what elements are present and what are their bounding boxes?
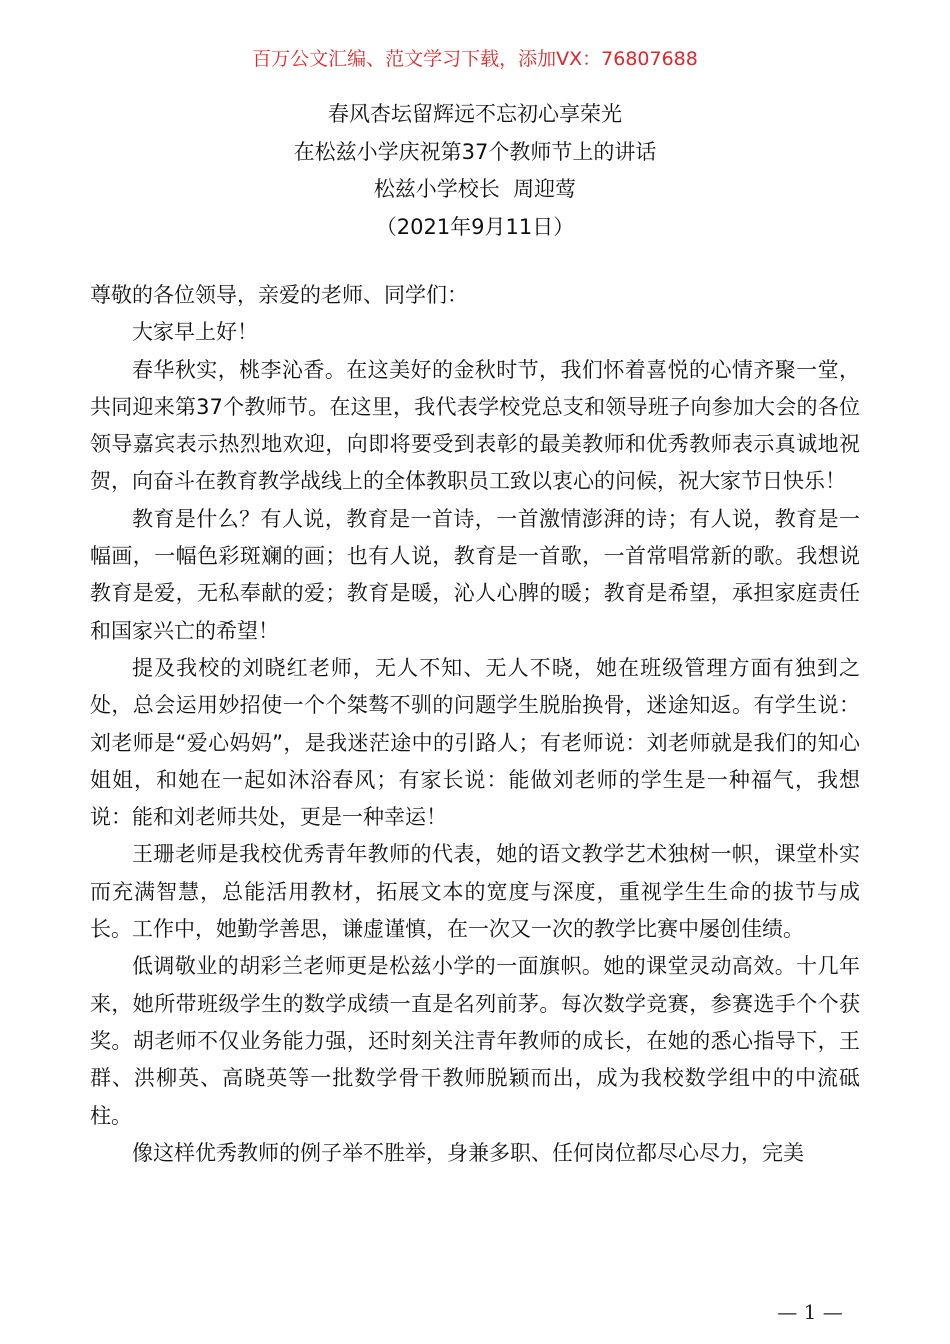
document-title-block [0, 96, 950, 246]
speech-title: 春风杏坛留辉远不忘初心享荣光 [328, 102, 622, 126]
paragraph-welcome: 春华秋实，桃李沁香。在这美好的金秋时节，我们怀着喜悦的心情齐聚一堂，共同迎来第37个教师节。在这里，我代表学校党总支和领导班子向参加大会的各位领导嘉宾表示热烈地欢迎，向即将要受到表彰的最美教师和优秀教师表示真诚地祝贺，向奋斗在教育教学战线上的全体教职员工致以衷心的问候，祝大家节日快乐！ [90, 357, 860, 494]
page-number: — 1 — [777, 1300, 843, 1324]
paragraph-teacher-hu: 低调敬业的胡彩兰老师更是松兹小学的一面旗帜。她的课堂灵动高效。十几年来，她所带班级学生的数学成绩一直是名列前茅。每次数学竞赛，参赛选手个个获奖。胡老师不仅业务能力强，还时刻关注青年教师的成长，在她的悉心指导下，王群、洪柳英、高晓英等一批数学骨干教师脱颖而出，成为我校数学组中的中流砥柱。 [90, 954, 860, 1128]
speech-date: （2021年9月11日） [375, 214, 575, 239]
paragraph-teacher-wang: 王珊老师是我校优秀青年教师的代表，她的语文教学艺术独树一帜，课堂朴实而充满智慧，总能活用教材，拓展文本的宽度与深度，重视学生生命的拔节与成长。工作中，她勤学善思，谦虚谨慎，在一次又一次的教学比赛中屡创佳绩。 [90, 842, 860, 942]
speech-subtitle: 在松兹小学庆祝第37个教师节上的讲话 [293, 139, 657, 164]
paragraph-what-is-education: 教育是什么？有人说，教育是一首诗，一首激情澎湃的诗；有人说，教育是一幅画，一幅色彩斑斓的画；也有人说，教育是一首歌，一首常唱常新的歌。我想说教育是爱，无私奉献的爱；教育是暖，沁人心脾的暖；教育是希望，承担家庭责任和国家兴亡的希望！ [90, 506, 860, 643]
speaker-line: 松兹小学校长 周迎莺 [373, 177, 577, 201]
document-body [90, 277, 860, 1172]
paragraph-more-examples: 像这样优秀教师的例子举不胜举，身兼多职、任何岗位都尽心尽力，完美 [132, 1140, 804, 1165]
paragraph-teacher-liu: 提及我校的刘晓红老师，无人不知、无人不晓，她在班级管理方面有独到之处，总会运用妙招使一个个桀骜不驯的问题学生脱胎换骨，迷途知返。有学生说：刘老师是“爱心妈妈”，是我迷茫途中的引路人；有老师说：刘老师就是我们的知心姐姐，和她在一起如沐浴春风；有家长说：能做刘老师的学生是一种福气，我想说：能和刘老师共处，更是一种幸运！ [90, 655, 860, 830]
paragraph-greeting: 大家早上好！ [132, 320, 258, 345]
salutation: 尊敬的各位领导，亲爱的老师、同学们： [90, 283, 468, 307]
watermark-banner: 百万公文汇编、范文学习下载，添加VX：76807688 [252, 48, 698, 70]
